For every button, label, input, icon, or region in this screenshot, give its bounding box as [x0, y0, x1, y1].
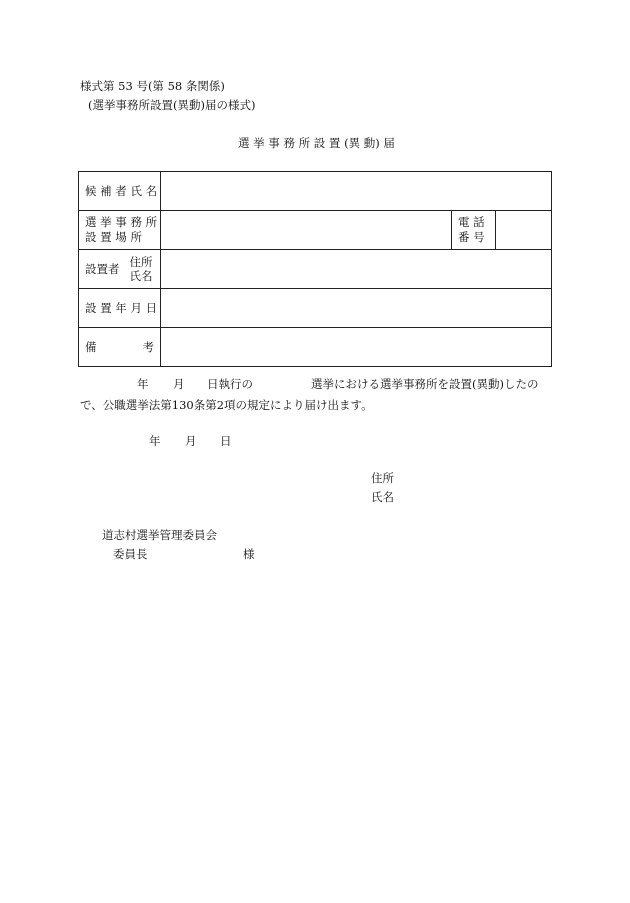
statement-month: 月	[173, 377, 185, 391]
phone-number-field[interactable]	[495, 211, 551, 250]
install-date-label-cell	[79, 289, 161, 328]
candidate-name-label-cell	[79, 172, 161, 211]
remarks-row	[79, 328, 552, 367]
installer-name-label: 氏名	[129, 269, 153, 283]
form-subtitle: (選挙事務所設置(異動)届の様式)	[88, 98, 256, 112]
installer-row	[79, 250, 552, 289]
statement-line1-rest: 選挙における選挙事務所を設置(異動)したの	[311, 377, 539, 391]
installer-label: 設置者	[85, 262, 120, 276]
remarks-label-char2: 考	[142, 340, 154, 354]
phone-label-cell	[451, 211, 495, 250]
date-year: 年	[149, 434, 161, 448]
submitter-address-label: 住所	[371, 471, 394, 485]
remarks-label-cell	[79, 328, 161, 367]
statement-year: 年	[137, 377, 149, 391]
document-title: 選 挙 事 務 所 設 置 (異 動) 届	[238, 136, 395, 150]
office-location-field[interactable]	[161, 211, 452, 250]
addressee-committee: 道志村選挙管理委員会	[102, 528, 217, 542]
addressee-chair: 委員長	[113, 547, 148, 561]
install-date-row	[79, 289, 552, 328]
office-location-row	[79, 211, 552, 250]
installer-label-cell	[79, 250, 161, 289]
office-location-label-line2: 設 置 場 所	[85, 230, 142, 244]
office-location-label-cell	[79, 211, 161, 250]
remarks-label-char1: 備	[85, 340, 97, 354]
statement-line2: で、公職選挙法第130条第2項の規定により届け出ます。	[80, 398, 373, 412]
statement-day-execution: 日執行の	[207, 377, 253, 391]
addressee-honorific: 様	[243, 547, 255, 561]
office-location-label-line1: 選 挙 事 務 所	[85, 215, 158, 229]
submitter-name-label: 氏名	[371, 490, 394, 504]
candidate-name-label: 候 補 者 氏 名	[85, 184, 158, 198]
candidate-name-field[interactable]	[161, 172, 552, 211]
form-number: 様式第 53 号(第 58 条関係)	[80, 79, 225, 93]
form-table	[78, 171, 552, 367]
installer-address-label: 住所	[129, 255, 153, 269]
install-date-label: 設 置 年 月 日	[85, 301, 158, 315]
installer-field[interactable]	[161, 250, 552, 289]
install-date-field[interactable]	[161, 289, 552, 328]
phone-label-line2: 番 号	[457, 230, 485, 244]
date-month: 月	[185, 434, 197, 448]
date-day: 日	[220, 434, 232, 448]
candidate-name-row	[79, 172, 552, 211]
remarks-field[interactable]	[161, 328, 552, 367]
phone-label-line1: 電 話	[457, 215, 485, 229]
